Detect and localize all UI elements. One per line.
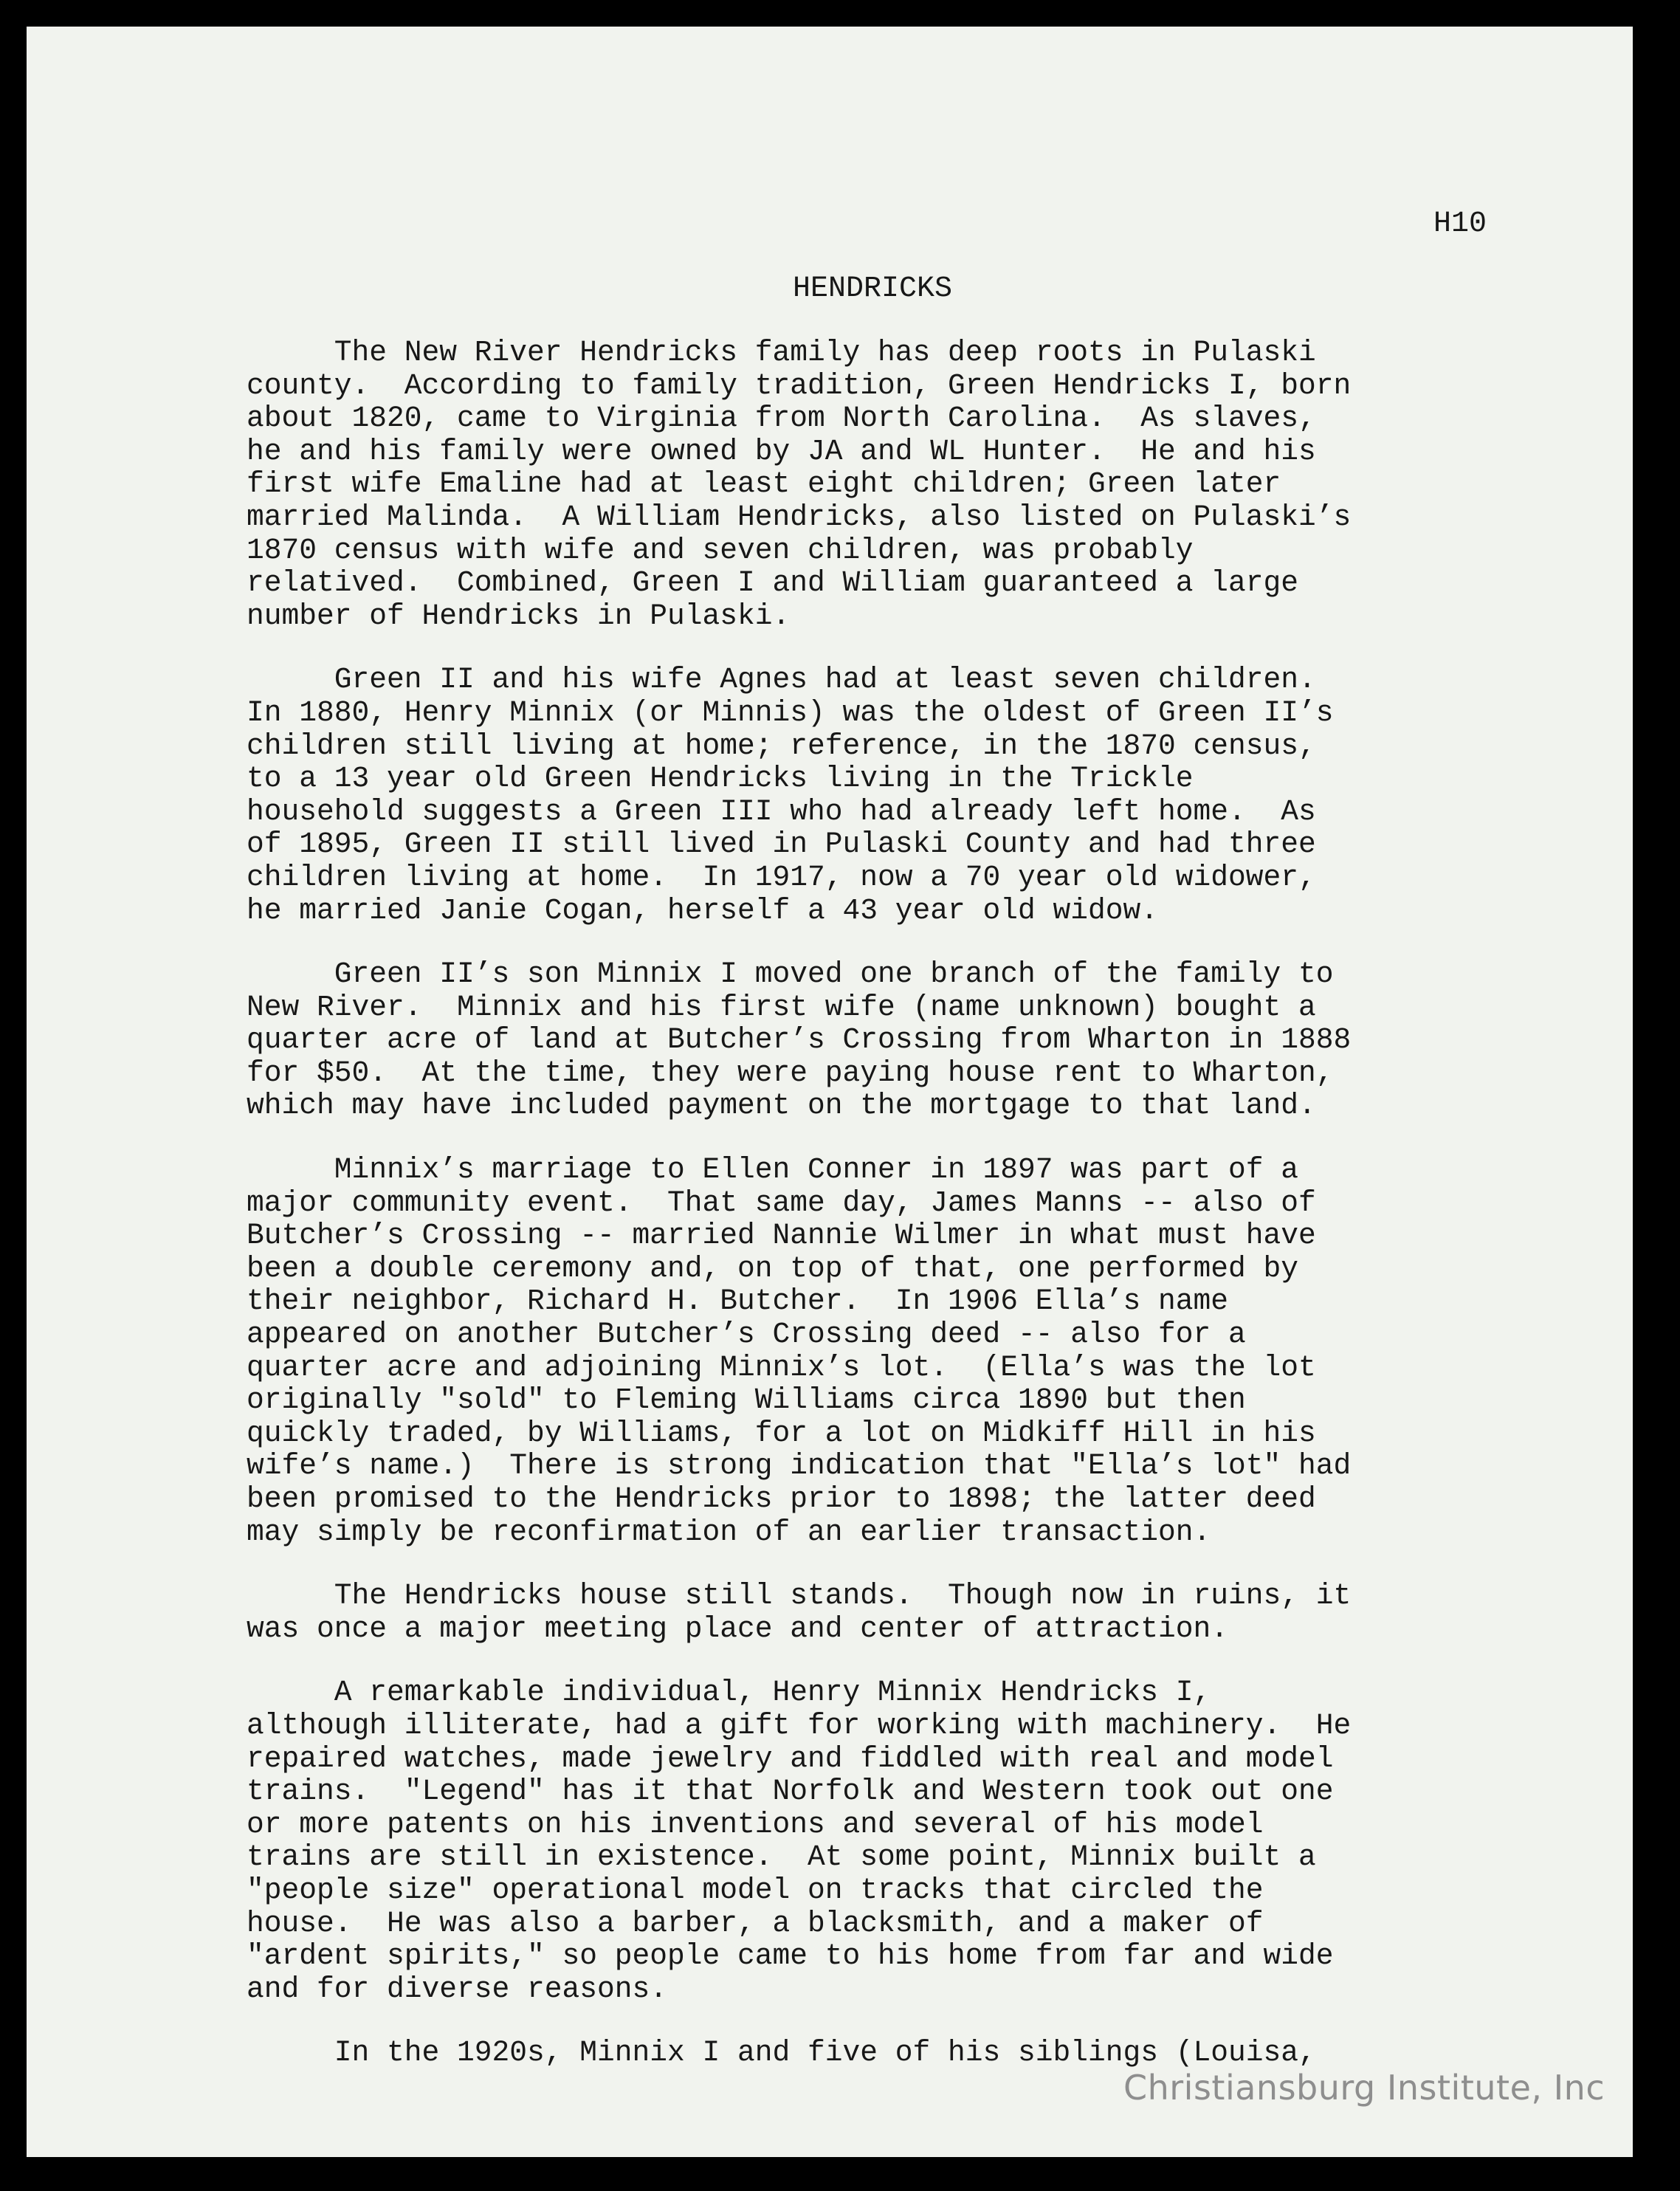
text-line: trains are still in existence. At some point, Minnix built a <box>247 1840 1316 1874</box>
text-line: major community event. That same day, James Manns -- also of <box>247 1186 1316 1220</box>
document-title: HENDRICKS <box>793 272 953 306</box>
watermark: Christiansburg Institute, Inc <box>1123 2068 1605 2108</box>
text-line: children living at home. In 1917, now a 70 year old widower, <box>247 860 1316 894</box>
text-line: In the 1920s, Minnix I and five of his siblings (Louisa, <box>247 2036 1316 2070</box>
text-line: repaired watches, made jewelry and fiddled with real and model <box>247 1741 1334 1775</box>
document-page <box>27 27 1633 2157</box>
text-line: Green II’s son Minnix I moved one branch of the family to <box>247 957 1334 991</box>
text-line: been a double ceremony and, on top of that, one performed by <box>247 1251 1299 1285</box>
text-line: and for diverse reasons. <box>247 1972 668 2006</box>
text-line: Butcher’s Crossing -- married Nannie Wilmer in what must have <box>247 1219 1316 1253</box>
text-line: household suggests a Green III who had already left home. As <box>247 794 1316 828</box>
text-line: may simply be reconfirmation of an earlier transaction. <box>247 1515 1211 1549</box>
text-line: quickly traded, by Williams, for a lot on Midkiff Hill in his <box>247 1416 1316 1450</box>
text-line: which may have included payment on the mortgage to that land. <box>247 1089 1316 1123</box>
text-line: Green II and his wife Agnes had at least seven children. <box>247 663 1316 697</box>
text-line: "people size" operational model on tracks that circled the <box>247 1873 1264 1907</box>
text-line: wife’s name.) There is strong indication that "Ella’s lot" had <box>247 1449 1352 1483</box>
text-line: quarter acre of land at Butcher’s Crossing from Wharton in 1888 <box>247 1023 1352 1057</box>
text-line: although illiterate, had a gift for working with machinery. He <box>247 1708 1352 1742</box>
page-number: H10 <box>1433 207 1487 241</box>
text-line: 1870 census with wife and seven children, was probably <box>247 533 1194 567</box>
text-line: In 1880, Henry Minnix (or Minnis) was the oldest of Green II’s <box>247 695 1334 729</box>
text-line: appeared on another Butcher’s Crossing deed -- also for a <box>247 1318 1246 1352</box>
text-line: first wife Emaline had at least eight children; Green later <box>247 467 1281 501</box>
text-line: "ardent spirits," so people came to his home from far and wide <box>247 1939 1334 1973</box>
text-line: he and his family were owned by JA and WL Hunter. He and his <box>247 434 1316 468</box>
paragraph <box>247 664 1501 927</box>
text-line: The New River Hendricks family has deep roots in Pulaski <box>247 336 1316 369</box>
text-line: to a 13 year old Green Hendricks living in the Trickle <box>247 762 1194 796</box>
text-line: he married Janie Cogan, herself a 43 year old widow. <box>247 893 1159 927</box>
text-line: trains. "Legend" has it that Norfolk and Western took out one <box>247 1775 1334 1809</box>
paragraph <box>247 2037 1501 2070</box>
paragraph <box>247 1580 1501 1645</box>
text-line: been promised to the Hendricks prior to 1898; the latter deed <box>247 1482 1316 1516</box>
text-line: their neighbor, Richard H. Butcher. In 1906 Ella’s name <box>247 1284 1229 1318</box>
text-line: county. According to family tradition, Green Hendricks I, born <box>247 368 1352 402</box>
text-line: A remarkable individual, Henry Minnix Hendricks I, <box>247 1676 1211 1710</box>
text-line: quarter acre and adjoining Minnix’s lot. (Ella’s was the lot <box>247 1350 1316 1384</box>
text-line: married Malinda. A William Hendricks, also listed on Pulaski’s <box>247 500 1352 534</box>
text-line: was once a major meeting place and center of attraction. <box>247 1612 1229 1645</box>
text-line: The Hendricks house still stands. Though now in ruins, it <box>247 1579 1352 1613</box>
text-line: New River. Minnix and his first wife (name unknown) bought a <box>247 990 1316 1024</box>
paragraph <box>247 1154 1501 1549</box>
paragraph <box>247 958 1501 1123</box>
document-body <box>247 337 1501 2101</box>
text-line: for $50. At the time, they were paying house rent to Wharton, <box>247 1056 1334 1090</box>
text-line: originally "sold" to Fleming Williams circa 1890 but then <box>247 1383 1246 1417</box>
text-line: Minnix’s marriage to Ellen Conner in 1897 was part of a <box>247 1153 1299 1187</box>
text-line: or more patents on his inventions and several of his model <box>247 1807 1264 1841</box>
paragraph <box>247 1676 1501 2006</box>
text-line: house. He was also a barber, a blacksmith, and a maker of <box>247 1906 1264 1940</box>
text-line: children still living at home; reference, in the 1870 census, <box>247 729 1316 763</box>
text-line: of 1895, Green II still lived in Pulaski County and had three <box>247 828 1316 861</box>
text-line: number of Hendricks in Pulaski. <box>247 599 791 633</box>
text-line: relatived. Combined, Green I and William guaranteed a large <box>247 566 1299 600</box>
text-line: about 1820, came to Virginia from North Carolina. As slaves, <box>247 402 1316 436</box>
paragraph <box>247 337 1501 633</box>
